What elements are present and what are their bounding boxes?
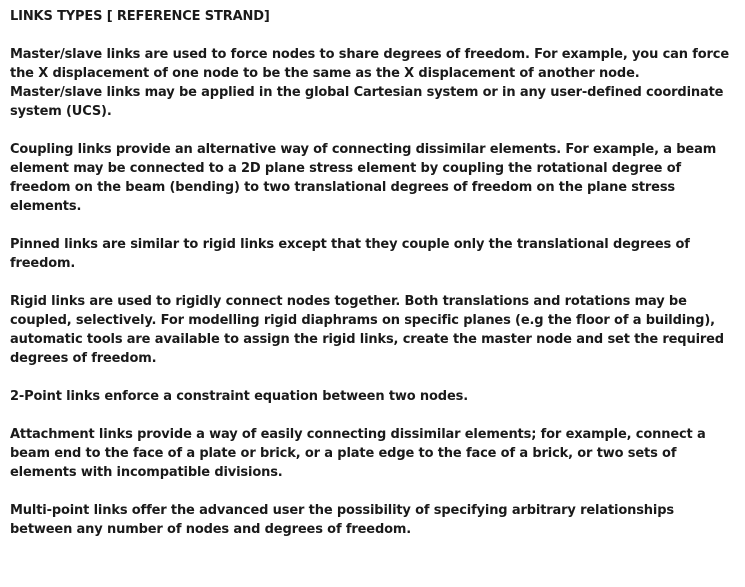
document bbox=[10, 7, 730, 558]
paragraph-rigid-links: Rigid links are used to rigidly connect nodes together. Both translations and rotations may be coupled, selectively. For modelling rigid diaphrams on specific planes (e.g the floor of a building), automatic tools are available to assign the rigid links, create the master node and set the required degrees of freedom. bbox=[10, 294, 724, 366]
paragraph-2-point-links: 2-Point links enforce a constraint equation between two nodes. bbox=[10, 389, 468, 404]
paragraph-coupling-links: Coupling links provide an alternative way of connecting dissimilar elements. For example, a beam element may be connected to a 2D plane stress element by coupling the rotational degree of freedom on the beam (bending) to two translational degrees of freedom on the plane stress elements. bbox=[10, 142, 717, 214]
paragraph-master-slave-links: Master/slave links are used to force nodes to share degrees of freedom. For example, you can force the X displacement of one node to be the same as the X displacement of another node. Master/slave links may be applied in the global Cartesian system or in any user-defined coordinate system (UCS). bbox=[10, 47, 729, 119]
document-title: LINKS TYPES [ REFERENCE STRAND] bbox=[10, 9, 270, 24]
paragraph-multi-point-links: Multi-point links offer the advanced user the possibility of specifying arbitrary relationships between any number of nodes and degrees of freedom. bbox=[10, 503, 674, 537]
paragraph-pinned-links: Pinned links are similar to rigid links except that they couple only the translational degrees of freedom. bbox=[10, 237, 690, 271]
paragraph-attachment-links: Attachment links provide a way of easily connecting dissimilar elements; for example, connect a beam end to the face of a plate or brick, or a plate edge to the face of a brick, or two sets of elements with incompatible divisions. bbox=[10, 427, 706, 480]
